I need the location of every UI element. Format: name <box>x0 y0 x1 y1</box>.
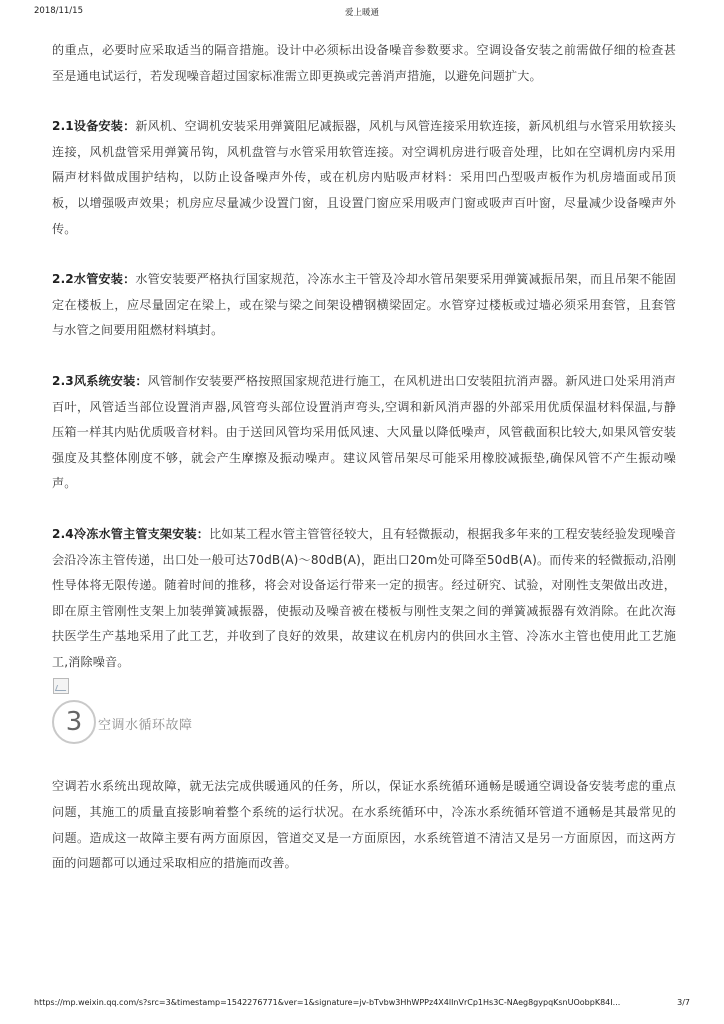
section-2-3-text: 风管制作安装要严格按照国家规范进行施工，在风机进出口安装阻抗消声器。新风进口处采用消声百叶，风管适当部位设置消声器,风管弯头部位设置消声弯头,空调和新风消声器的外部采用优质保温材料保温,与静压箱一样其内贴优质吸音材料。由于送回风管均采用低风速、大风量以降低噪声，风管截面积比较大,如果风管安装强度及其整体刚度不够，就会产生摩擦及振动噪声。建议风管吊架尽可能采用橡胶减振垫,确保风管不产生振动噪声。 <box>52 373 677 491</box>
section-2-1-heading: 2.1设备安装： <box>52 119 136 134</box>
section-3-paragraph: 空调若水系统出现故障，就无法完成供暖通风的任务，所以，保证水系统循环通畅是暖通空调设备安装考虑的重点问题，其施工的质量直接影响着整个系统的运行状况。在水系统循环中，冷冻水系统循环管道不通畅是其最常见的问题。造成这一故障主要有两方面原因，管道交叉是一方面原因，水系统管道不清洁又是另一方面原因，而这两方面的问题都可以通过采取相应的措施而改善。 <box>52 779 676 871</box>
section-2-4-text: 比如某工程水管主管管径较大，且有轻微振动，根据我多年来的工程安装经验发现噪音会沿冷冻主管传递，出口处一般可达70dB(A)～80dB(A)，距出口20m处可降至50dB(A)。而传来的轻微振动,沿刚性导体将无限传递。随着时间的推移，将会对设备运行带来一定的损害。经过研究、试验，对刚性支架做出改进，即在原主管刚性支架上加装弹簧减振器，使振动及噪音被在楼板与刚性支架之间的弹簧减振器有效消除。在此次海扶医学生产基地采用了此工艺，并收到了良好的效果，故建议在机房内的供回水主管、冷冻水主管也使用此工艺施工,消除噪音。 <box>52 526 676 669</box>
section-2-2-paragraph <box>52 267 676 344</box>
section-2-3-paragraph <box>52 369 676 497</box>
section-2-4-heading: 2.4冷冻水管主管支架安装： <box>52 526 210 541</box>
source-url[interactable]: https://mp.weixin.qq.com/s?src=3&timestamp=1542276771&ver=1&signature=jv-bTvbw3HhWPPz4X4lInVrCp1Hs3C-NAeg8gypqKsnUOobpK84I... <box>34 998 621 1007</box>
section-2-4-paragraph <box>52 522 676 676</box>
article-body <box>52 38 676 877</box>
print-footer <box>0 998 724 1012</box>
page-number: 3/7 <box>677 998 690 1007</box>
print-header <box>0 6 724 20</box>
broken-image-icon <box>53 678 69 694</box>
section-2-1-paragraph <box>52 114 676 242</box>
section-2-1-text: 新风机、空调机安装采用弹簧阻尼减振器，风机与风管连接采用软连接，新风机组与水管采用软接头连接，风机盘管采用弹簧吊钩，风机盘管与水管采用软管连接。对空调机房进行吸音处理，比如在空调机房内采用隔声材料做成围护结构，以防止设备噪声外传，或在机房内贴吸声材料：采用凹凸型吸声板作为机房墙面或吊顶板，以增强吸声效果；机房应尽量减少设置门窗，且设置门窗应采用吸声门窗或吸声百叶窗，尽量减少设备噪声外传。 <box>52 119 676 236</box>
print-date: 2018/11/15 <box>34 6 83 16</box>
section-2-2-text: 水管安装要严格执行国家规范，冷冻水主干管及冷却水管吊架要采用弹簧减振吊架，而且吊架不能固定在楼板上，应尽量固定在梁上，或在梁与梁之间架设槽钢横梁固定。水管穿过楼板或过墙必须采用套管，且套管与水管之间要用阻燃材料填封。 <box>52 272 676 338</box>
intro-paragraph: 的重点，必要时应采取适当的隔音措施。设计中必须标出设备噪音参数要求。空调设备安装之前需做仔细的检查甚至是通电试运行，若发现噪音超过国家标准需立即更换或完善消声措施，以避免问题扩大。 <box>52 43 676 83</box>
page-title: 爱上暖通 <box>344 8 379 18</box>
section-number-badge: 3 <box>52 700 96 744</box>
section-2-3-heading: 2.3风系统安装： <box>52 373 148 388</box>
section-3-header <box>52 698 676 750</box>
section-3-title: 空调水循环故障 <box>98 718 193 734</box>
section-2-2-heading: 2.2水管安装： <box>52 272 136 287</box>
